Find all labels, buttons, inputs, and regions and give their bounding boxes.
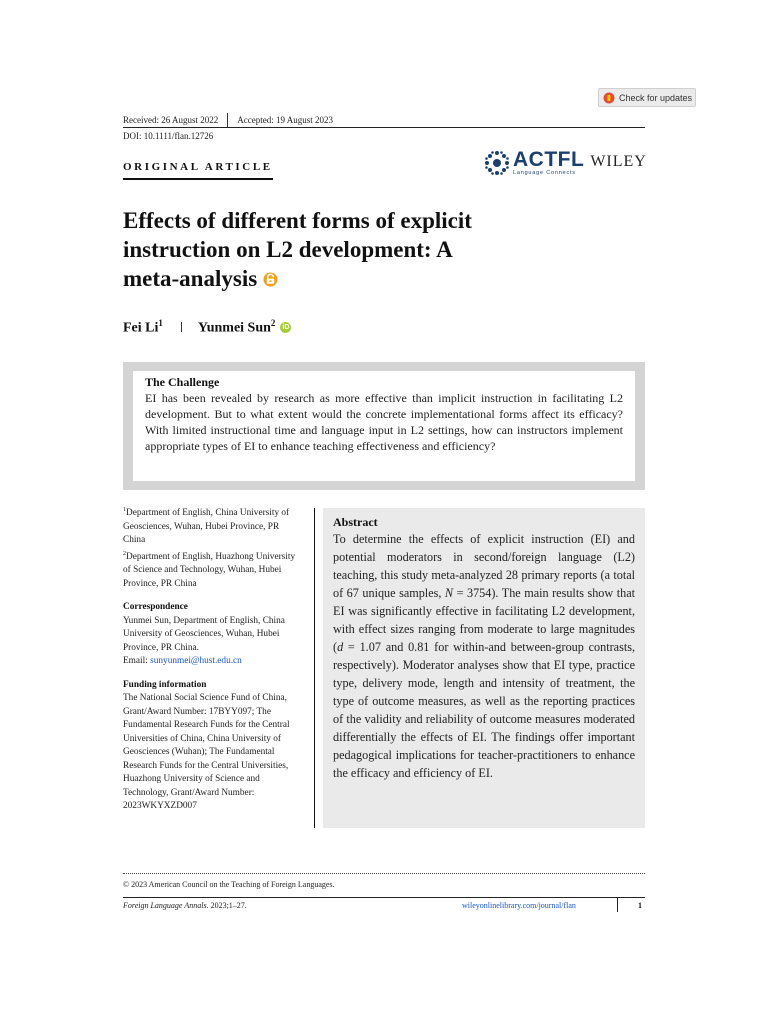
author-2[interactable]: Yunmei Sun$^2$ — [197, 318, 276, 336]
article-title: Effects of different forms of explicit instruction on L2 development: A meta-analysis — [123, 208, 472, 291]
page-number: 1 — [638, 901, 642, 910]
footer-dotted-rule — [123, 873, 645, 874]
received-date: Received: 26 August 2022 — [123, 115, 219, 125]
author-separator — [181, 322, 182, 332]
footer-rule — [123, 897, 645, 898]
challenge-heading: The Challenge — [145, 375, 220, 389]
header-rule — [123, 127, 645, 128]
article-type: ORIGINAL ARTICLE — [123, 161, 273, 173]
affiliation-1: $^1$Department of English, China University of Geosciences, Wuhan, Hubei Province, PR China — [123, 507, 290, 546]
dates-line — [123, 113, 333, 127]
accepted-date: Accepted: 19 August 2023 — [237, 115, 333, 125]
open-access-icon — [263, 272, 278, 287]
authors — [123, 318, 291, 337]
doi: DOI: 10.1111/flan.12726 — [123, 131, 214, 141]
journal-url-link[interactable]: wileyonlinelibrary.com/journal/flan — [462, 901, 576, 910]
publisher-logos — [484, 150, 647, 176]
challenge-box — [133, 371, 635, 481]
wiley-logo: WILEY — [590, 153, 647, 170]
abstract-heading: Abstract — [333, 515, 378, 529]
funding-heading: Funding information — [123, 679, 207, 690]
actfl-emblem-icon — [484, 150, 510, 176]
correspondence-heading: Correspondence — [123, 602, 188, 613]
date-separator — [227, 113, 228, 127]
orcid-icon[interactable]: iD — [282, 323, 290, 331]
article-info-column — [123, 504, 303, 814]
article-type-rule — [123, 178, 273, 180]
check-for-updates-label: Check for updates — [619, 92, 693, 103]
affiliation-2: $^2$Department of English, Huazhong University of Science and Technology, Wuhan, Hubei Province, PR China — [123, 550, 296, 589]
journal-citation: Foreign Language Annals. 2023;1–27. — [123, 901, 247, 910]
funding-text: The National Social Science Fund of China, Grant/Award Number: 17BYY097; The Fundamental Research Funds for the Central Universities of China, China University of Geosciences (Wuhan); The Fundamental Research Funds for the Central Universities, Huazhong University of Science and Technology, Grant/Award Number: 2023WKYXZD007 — [123, 693, 290, 812]
column-divider — [314, 508, 315, 828]
footer-separator — [617, 898, 618, 912]
abstract-box — [323, 508, 645, 828]
abstract-text: To determine the effects of explicit instruction (EI) and potential moderators in second/foreign language (L2) teaching, this study meta-analyzed 28 primary reports (a total of 67 unique samples, N = 3754). The main results show that EI was significantly effective in facilitating L2 development, with effect sizes ranging from moderate to large magnitudes (d = 1.07 and 0.81 for within-and between-group contrasts, respectively). Moderator analyses show that EI type, practice type, delivery mode, length and intensity of treatment, the type of outcome measures, as well as the reporting practices of the validity and reliability of outcome measures moderated differentially the effects of EI. The findings offer important pedagogical implications for teacher-practitioners to enhance the efficacy and efficiency of EI. — [333, 532, 635, 780]
email-link[interactable]: sunyunmei@hust.edu.cn — [150, 656, 242, 667]
author-1[interactable]: Fei Li$^1$ — [123, 318, 163, 336]
actfl-logo: ACTFL Language Connects — [513, 148, 585, 176]
check-for-updates-button[interactable] — [598, 88, 696, 107]
check-updates-icon — [603, 92, 615, 104]
challenge-text: EI has been revealed by research as more effective than implicit instruction in facilitating L2 development. But to what extent would the concrete implementational forms affect its efficacy? With limited instructional time and language input in L2 settings, how can instructors implement appropriate types of EI to enhance teaching effectiveness and efficiency? — [145, 391, 623, 453]
correspondence-text: Yunmei Sun, Department of English, China University of Geosciences, Wuhan, Hubei Province, PR China. Email: sunyunmei@hust.edu.cn — [123, 615, 285, 667]
copyright-notice: © 2023 American Council on the Teaching of Foreign Languages. — [123, 880, 335, 889]
